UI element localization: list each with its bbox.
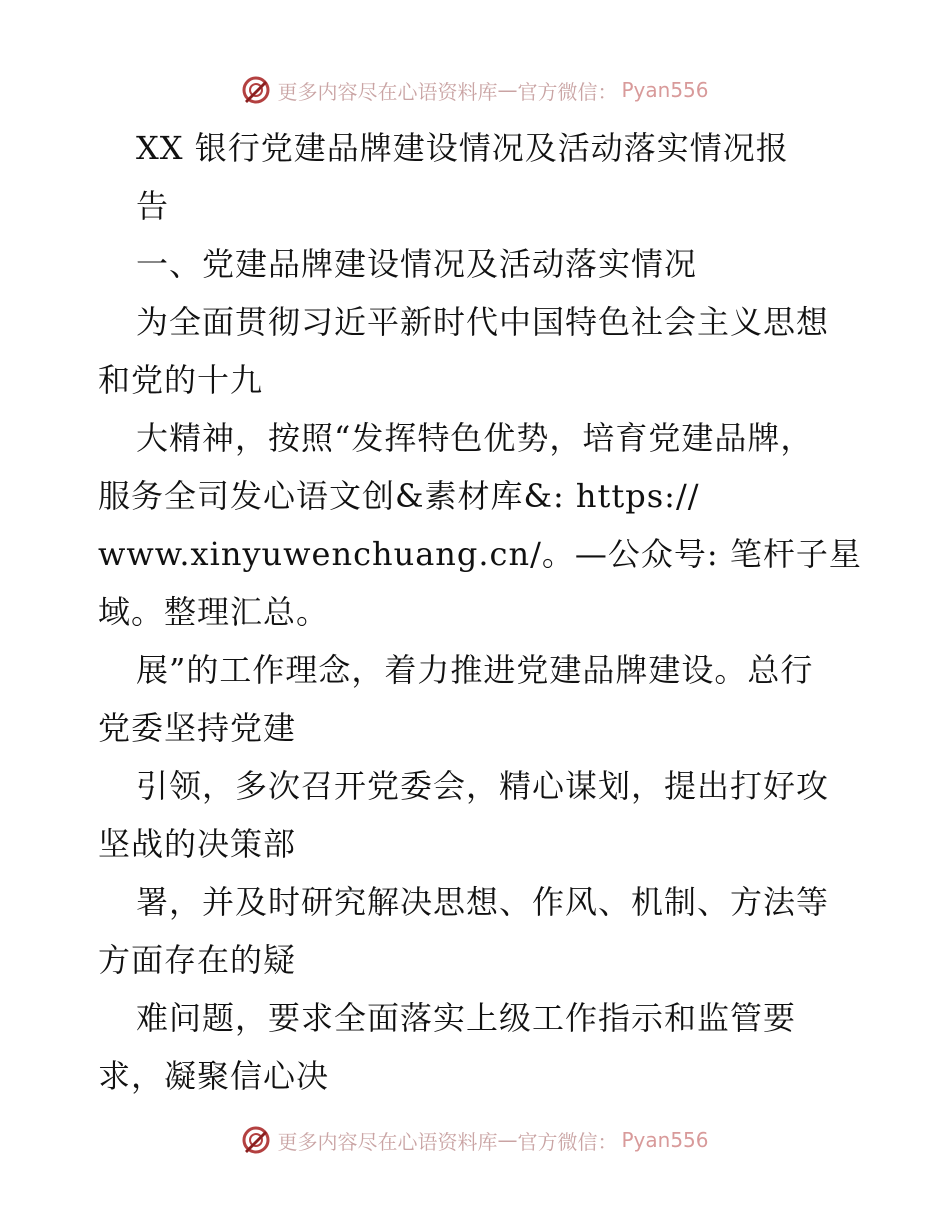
footer-banner <box>0 1120 950 1160</box>
paragraph-line: 署，并及时研究解决思想、作风、机制、方法等 <box>136 883 830 921</box>
section-heading: 一、党建品牌建设情况及活动落实情况 <box>136 245 698 283</box>
paragraph-line: www.xinyuwenchuang.cn/。—公众号: 笔杆子星 <box>98 535 862 573</box>
paragraph-line: 方面存在的疑 <box>98 941 297 979</box>
banner-wechat-label: 官方微信： <box>517 1129 618 1154</box>
pen-logo-icon <box>241 1125 271 1155</box>
pen-logo-icon <box>241 75 271 105</box>
paragraph-line: 坚战的决策部 <box>98 825 297 863</box>
paragraph-line: 求，凝聚信心决 <box>98 1057 330 1095</box>
document-title-line-1: XX 银行党建品牌建设情况及活动落实情况报 <box>136 129 789 167</box>
paragraph-line: 引领，多次召开党委会，精心谋划，提出打好攻 <box>136 767 830 805</box>
header-banner <box>0 70 950 110</box>
banner-brand-text: 更多内容尽在心语资料库 <box>277 79 498 104</box>
paragraph-line: 党委坚持党建 <box>98 709 297 747</box>
document-title-line-2: 告 <box>136 187 170 225</box>
paragraph-line: 为全面贯彻习近平新时代中国特色社会主义思想 <box>136 303 830 341</box>
paragraph-line: 展”的工作理念，着力推进党建品牌建设。总行 <box>136 651 814 689</box>
banner-wechat-id: Pyan556 <box>621 1128 709 1152</box>
banner-separator: — <box>497 78 518 102</box>
paragraph-line: 域。整理汇总。 <box>98 593 330 631</box>
banner-separator: — <box>497 1128 518 1152</box>
paragraph-line: 难问题，要求全面落实上级工作指示和监管要 <box>136 999 797 1037</box>
paragraph-line: 服务全司发心语文创&素材库&: https:// <box>98 477 700 515</box>
banner-wechat-label: 官方微信： <box>517 79 618 104</box>
paragraph-line: 和党的十九 <box>98 361 264 399</box>
paragraph-line: 大精神，按照“发挥特色优势，培育党建品牌， <box>136 419 814 457</box>
banner-brand-text: 更多内容尽在心语资料库 <box>277 1129 498 1154</box>
banner-wechat-id: Pyan556 <box>621 78 709 102</box>
